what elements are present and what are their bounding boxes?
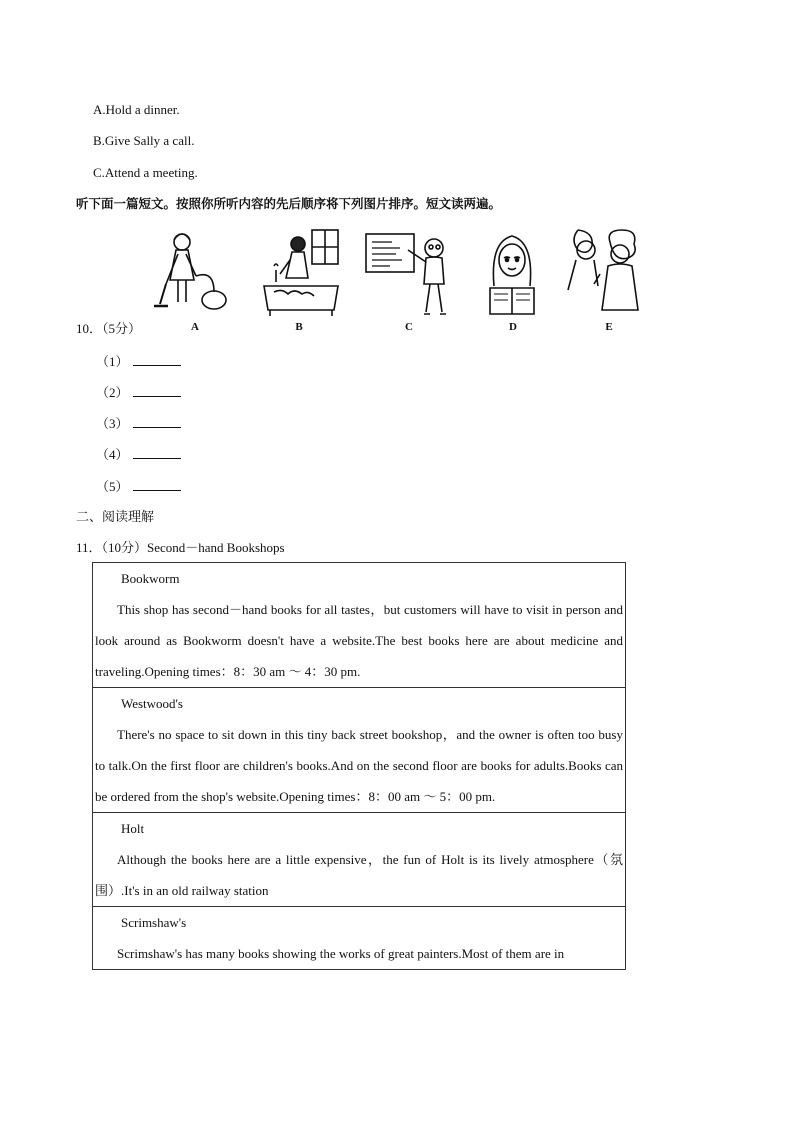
answer-blank-4[interactable] bbox=[133, 446, 181, 459]
shop-description: Although the books here are a little expensive，the fun of Holt is its lively atmosphere（氛围）.It's in an old railway station bbox=[95, 852, 623, 898]
shop-name: Holt bbox=[121, 821, 145, 836]
woman-cooking-icon bbox=[254, 226, 344, 318]
answer-blank-3[interactable] bbox=[133, 415, 181, 428]
bookshops-table bbox=[92, 562, 626, 970]
answer-blank-2[interactable] bbox=[133, 384, 181, 397]
shop-description: This shop has second－hand books for all tastes，but customers will have to visit in person and look around as Bookworm doesn't have a website.The best books here are about medicine and traveling.Opening times：8：30 am ～ 4：30 pm. bbox=[95, 602, 623, 679]
option-c: C.Attend a meeting. bbox=[93, 165, 198, 180]
table-row bbox=[93, 563, 626, 688]
picture-label-d: D bbox=[509, 321, 517, 333]
question-11-title: 11．（10分）Second－hand Bookshops bbox=[76, 540, 285, 555]
people-talking-icon bbox=[564, 226, 654, 318]
answer-row-3 bbox=[96, 415, 181, 432]
question-10-title: 10．（5分） bbox=[76, 321, 142, 336]
shop-name: Scrimshaw's bbox=[121, 915, 187, 930]
table-row bbox=[93, 907, 626, 970]
girl-reading-icon bbox=[468, 226, 558, 318]
table-row bbox=[93, 688, 626, 813]
option-a: A.Hold a dinner. bbox=[93, 102, 180, 117]
shop-description: Scrimshaw's has many books showing the works of great painters.Most of them are in bbox=[117, 946, 565, 961]
answer-blank-5[interactable] bbox=[133, 478, 181, 491]
shop-name: Westwood's bbox=[121, 696, 183, 711]
section-heading: 二、阅读理解 bbox=[76, 509, 155, 524]
shop-cell-bookworm bbox=[93, 563, 626, 688]
answer-row-5 bbox=[96, 478, 181, 495]
answer-row-4 bbox=[96, 446, 181, 463]
girl-vacuuming-icon bbox=[150, 226, 240, 318]
answer-number-5: （5） bbox=[96, 479, 129, 494]
shop-description: There's no space to sit down in this tiny back street bookshop，and the owner is often too busy to talk.On the first floor are children's books.And on the second floor are books for adults.Books can be ordered from the shop's website.Opening times：8：00 am ～ 5：00 pm. bbox=[95, 727, 623, 804]
picture-label-c: C bbox=[405, 321, 413, 333]
answer-number-3: （3） bbox=[96, 416, 129, 431]
picture-label-a: A bbox=[191, 321, 199, 333]
shop-cell-westwoods bbox=[93, 688, 626, 813]
picture-label-e: E bbox=[605, 321, 613, 333]
answer-row-1 bbox=[96, 353, 181, 370]
answer-number-2: （2） bbox=[96, 385, 129, 400]
listening-instruction: 听下面一篇短文。按照你所听内容的先后顺序将下列图片排序。短文读两遍。 bbox=[76, 196, 502, 211]
table-row bbox=[93, 813, 626, 907]
answer-row-2 bbox=[96, 384, 181, 401]
picture-row bbox=[150, 226, 650, 336]
answer-number-1: （1） bbox=[96, 354, 129, 369]
shop-cell-holt bbox=[93, 813, 626, 907]
shop-name: Bookworm bbox=[121, 571, 180, 586]
answer-number-4: （4） bbox=[96, 447, 129, 462]
answer-blank-1[interactable] bbox=[133, 353, 181, 366]
teacher-at-blackboard-icon bbox=[364, 226, 454, 318]
shop-cell-scrimshaws bbox=[93, 907, 626, 970]
picture-label-b: B bbox=[295, 321, 303, 333]
option-b: B.Give Sally a call. bbox=[93, 133, 195, 148]
